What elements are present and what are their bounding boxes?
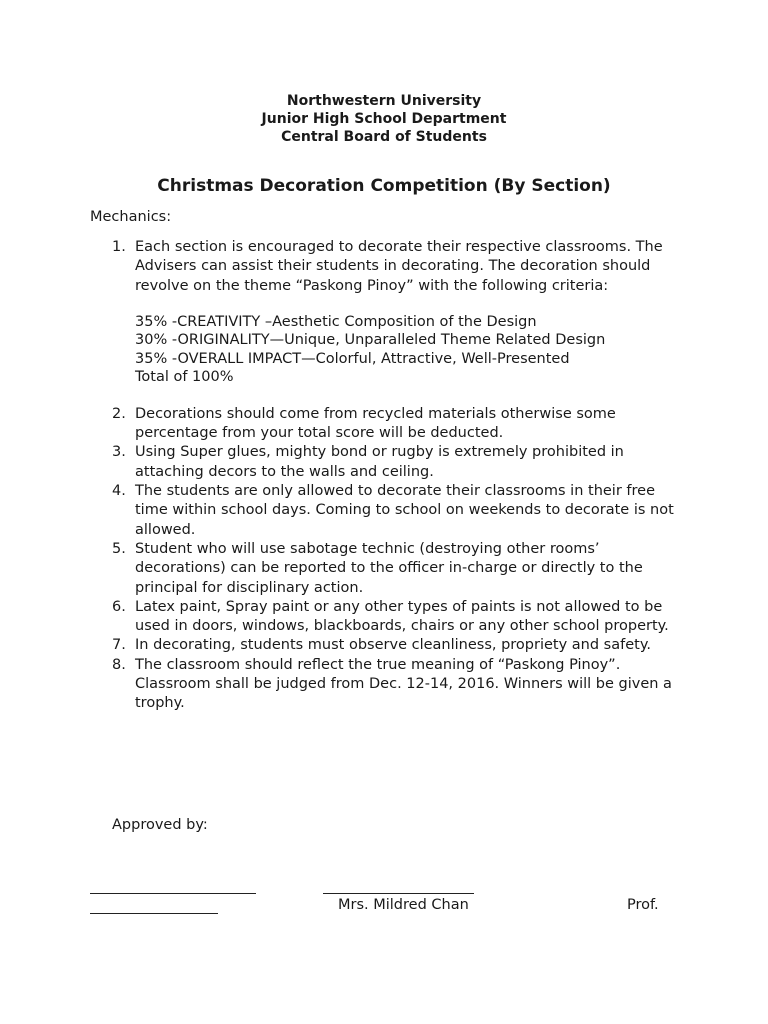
list-item: [112, 656, 692, 714]
list-item-text: Each section is encouraged to decorate their respective classrooms. The Advisers can assist their students in decorating. The decoration should revolve on the theme “Paskong Pinoy” with the following criteria:: [135, 239, 663, 294]
list-item-text: The classroom should reflect the true meaning of “Paskong Pinoy”. Classroom shall be judged from Dec. 12-14, 2016. Winners will be given a trophy.: [135, 656, 672, 712]
criteria-total: Total of 100%: [135, 369, 234, 386]
list-item-text: The students are only allowed to decorate their classrooms in their free time within school days. Coming to school on weekends to decorate is not allowed.: [135, 483, 674, 538]
signatory-right-name: Prof.: [627, 897, 659, 913]
list-item-number: 1.: [112, 239, 126, 255]
list-item-number: 8.: [112, 656, 126, 673]
list-item: [112, 540, 692, 598]
list-item-text: Using Super glues, mighty bond or rugby is extremely prohibited in attaching decors to the walls and ceiling.: [135, 444, 624, 480]
department-name: Junior High School Department: [261, 111, 507, 127]
document-title: Christmas Decoration Competition (By Section): [157, 176, 611, 196]
list-item: [112, 482, 692, 540]
list-item-number: 4.: [112, 483, 126, 500]
list-item-number: 5.: [112, 540, 126, 557]
list-item-number: 3.: [112, 444, 126, 461]
criteria-creativity: 35% -CREATIVITY –Aesthetic Composition of the Design: [135, 313, 537, 330]
list-item-text: Latex paint, Spray paint or any other types of paints is not allowed to be used in doors, windows, blackboards, chairs or any other school property.: [135, 598, 669, 635]
list-item: [112, 636, 692, 655]
list-item-text: Student who will use sabotage technic (destroying other rooms’ decorations) can be reported to the officer in-charge or directly to the principal for disciplinary action.: [135, 540, 643, 596]
university-name: Northwestern University: [286, 93, 482, 109]
signature-line-left-secondary: [90, 913, 218, 914]
list-item: [112, 443, 692, 482]
approved-by-label: Approved by:: [112, 817, 208, 833]
list-item: [112, 238, 692, 387]
signatory-middle-name: Mrs. Mildred Chan: [338, 897, 469, 913]
list-item-number: 2.: [112, 405, 126, 422]
signature-line-middle: [323, 893, 474, 894]
criteria-block: [135, 313, 692, 387]
list-item-text: Decorations should come from recycled materials otherwise some percentage from your total score will be deducted.: [135, 405, 616, 442]
list-item-text: In decorating, students must observe cleanliness, propriety and safety.: [135, 637, 651, 654]
document-header: [0, 92, 768, 146]
mechanics-list: [112, 238, 692, 714]
list-item-number: 6.: [112, 598, 126, 615]
mechanics-label: Mechanics:: [90, 209, 172, 225]
board-name: Central Board of Students: [281, 129, 487, 145]
criteria-originality: 30% -ORIGINALITY—Unique, Unparalleled Theme Related Design: [135, 332, 606, 349]
list-item: [112, 405, 692, 444]
list-item-number: 7.: [112, 637, 126, 654]
criteria-overall-impact: 35% -OVERALL IMPACT—Colorful, Attractive, Well-Presented: [135, 350, 570, 367]
signature-line-left: [90, 893, 256, 894]
list-item: [112, 598, 692, 637]
